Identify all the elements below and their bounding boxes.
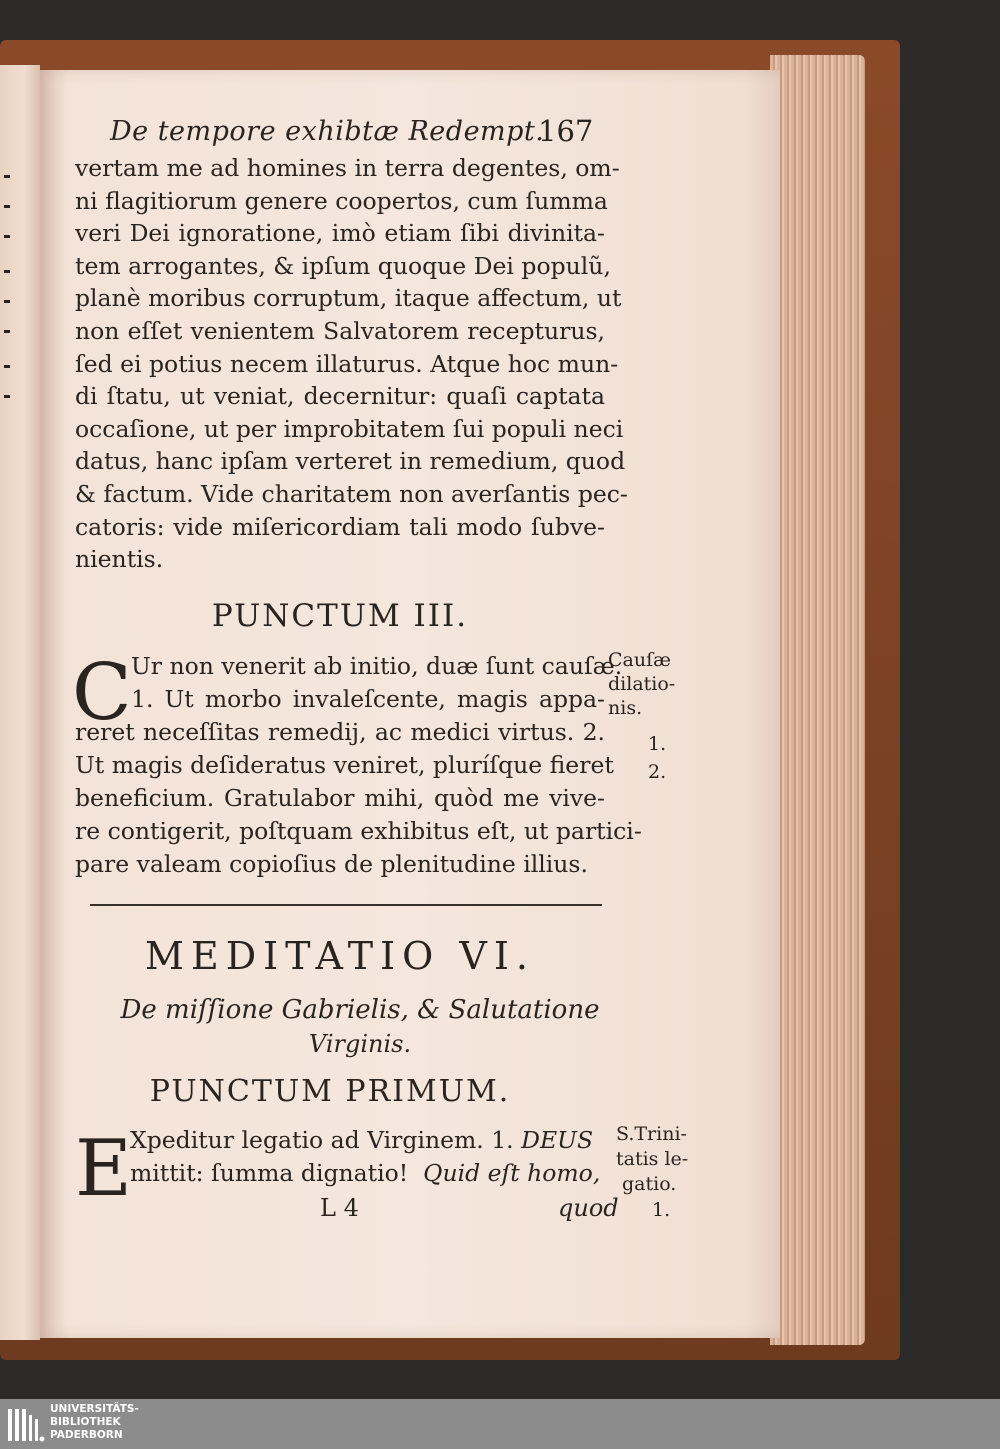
text-line: planè moribus corruptum, itaque affectum, ut [75,284,622,313]
text-line: Ur non venerit ab initio, duæ ſunt cauſæ. [131,652,623,680]
left-page-edge [0,65,40,1340]
book-page [40,70,780,1338]
punctum-1-heading: PUNCTUM PRIMUM. [149,1074,511,1109]
text-line: reret neceſſitas remedij, ac medici virtus. 2. [75,718,605,746]
punctum-1-paragraph [130,1124,610,1190]
library-logo-text: UNIVERSITÄTS- BIBLIOTHEK PADERBORN [50,1403,139,1441]
drop-cap: C [72,648,132,738]
margin-note: nis. [608,697,643,719]
punctum-3-heading: PUNCTUM III. [211,598,469,634]
text-line: mittit: ſumma dignatio! Quid eſt homo, [130,1159,601,1187]
text-line: ſed ei potius necem illaturus. Atque hoc mun- [75,349,619,378]
margin-note: tatis le- [616,1148,689,1170]
drop-cap: E [75,1124,132,1214]
text-line: catoris: vide miſericordiam tali modo ſubve- [75,512,605,541]
text-line: re contigerit, poſtquam exhibitus eſt, ut partici- [75,817,642,845]
text-line: 1. Ut morbo invaleſcente, magis appa- [131,685,605,713]
text-line: beneficium. Gratulabor mihi, quòd me vive- [75,784,605,812]
meditatio-subtitle-2: Virginis. [308,1030,412,1058]
text-line: non eſſet venientem Salvatorem recepturus, [75,316,605,345]
margin-note: 1. [648,733,667,755]
meditatio-subtitle: De miſſione Gabrielis, & Salutatione [120,995,600,1025]
meditatio-title: MEDITATIO VI. [145,934,535,978]
text-line: Xpeditur legatio ad Virginem. 1. DEUS [130,1126,594,1154]
text-line: tem arrogantes, & ipſum quoque Dei populũ, [75,251,611,280]
text-line: & factum. Vide charitatem non averſantis pec- [75,479,628,508]
text-line: veri Dei ignoratione, imò etiam ſibi divinita- [75,219,605,248]
text-line: pare valeam copioſius de plenitudine illius. [75,850,588,878]
margin-note: S.Trini- [616,1123,687,1145]
margin-note: Cauſæ [608,649,671,671]
margin-note: 1. [652,1199,671,1221]
text-line: di ſtatu, ut veniat, decernitur: quaſi captata [75,382,605,411]
text-line: Ut magis deſideratus veniret, pluríſque fieret [75,751,614,779]
text-line: ni flagitiorum genere coopertos, cum ſumma [75,186,608,215]
section-divider [90,904,602,906]
page-edges [770,55,865,1345]
catchword: quod [558,1194,619,1222]
page-number: 167 [538,114,594,148]
margin-note: 2. [648,761,667,783]
text-line: datus, hanc ipſam verteret in remedium, quod [75,447,626,476]
library-logo-icon [6,1405,46,1445]
running-header: De tempore exhibtæ Redempt. [110,116,545,147]
text-line: vertam me ad homines in terra degentes, om- [75,154,620,182]
library-footer [0,1399,1000,1449]
body-paragraph [75,152,628,576]
signature-mark: L 4 [320,1194,359,1222]
text-line: nientis. [75,545,164,574]
margin-note: dilatio- [608,673,676,695]
margin-note: gatio. [622,1173,677,1195]
text-line: occaſione, ut per improbitatem ſui populi neci [75,414,624,443]
